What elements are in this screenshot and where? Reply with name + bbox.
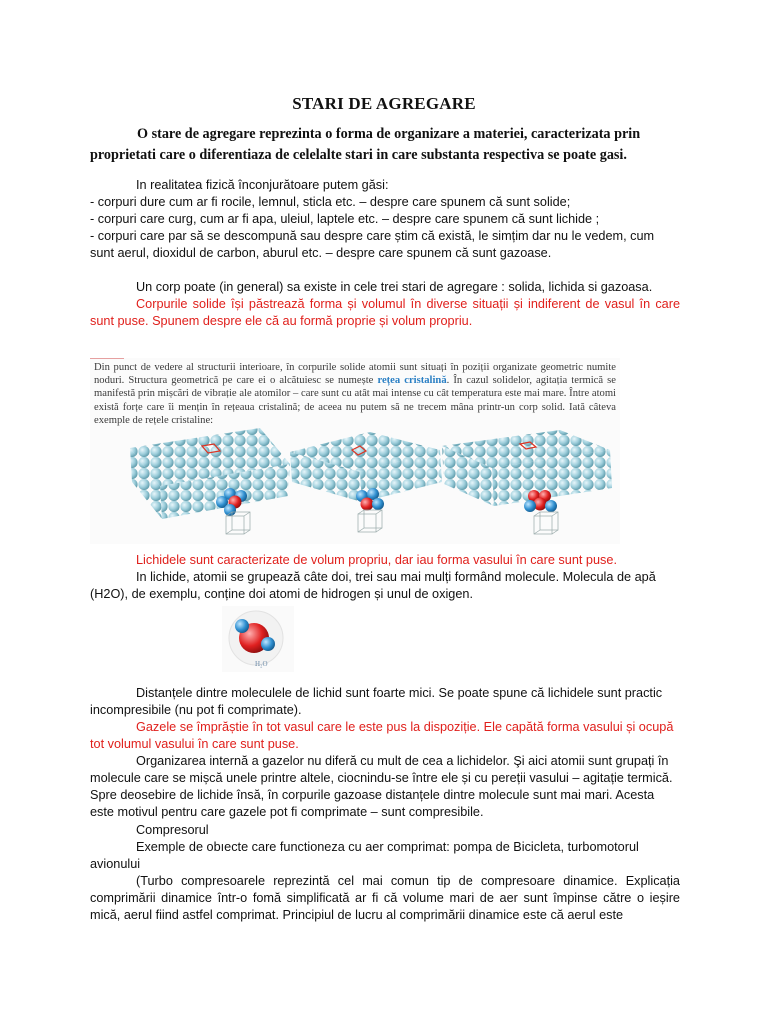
solid-paragraph — [90, 279, 680, 330]
states-paragraph — [90, 177, 680, 262]
water-molecule-image — [222, 606, 294, 672]
figure-caption-highlight: rețea cristalină — [377, 375, 447, 387]
figure-top-rule — [90, 358, 124, 359]
unit-cell-2 — [358, 510, 382, 532]
compressor-heading: Compresorul — [136, 823, 209, 837]
figure-caption — [94, 361, 616, 427]
gas-paragraph — [90, 685, 680, 821]
compressor-examples-line: Exemple de obıecte care functioneza cu aer comprimat: pompa de Bicicleta, turbomotorul avionului — [90, 840, 639, 871]
molecule-label: H₂O — [255, 660, 268, 668]
gas-organization-line: Organizarea internă a gazelor nu diferă cu mult de cea a lichidelor. Şi aici atomii sunt grupați în molecule care se mișcă unele printre altele, ciocnindu-se între ele și cu pereții vasului – agitație termică. Spre deosebire de lichide însă, în corpurile gazoase distanțele dintre molecule sunt mai mari. Acesta este motivul pentru care gazele pot fi comprimate – sunt compresibile. — [90, 754, 673, 819]
unit-cell-3 — [534, 512, 558, 534]
three-states-line: Un corp poate (in general) sa existe in cele trei stari de agregare : solida, lichida si gazoasa. — [136, 280, 653, 294]
liquid-definition-red: Lichidele sunt caracterizate de volum propriu, dar iau forma vasului în care sunt puse. — [136, 553, 617, 567]
states-intro-line: In realitatea fizică înconjurătoare putem găsi: — [136, 178, 389, 192]
document-title: STARI DE AGREGARE — [292, 94, 476, 113]
gas-definition-red: Gazele se împrăștie în tot vasul care le este pus la dispoziție. Ele capătă forma vasului și ocupă tot volumul vasului în care sunt puse. — [90, 720, 674, 751]
figure-caption-end: . În cazul solidelor, agitația termică se manifestă prin mișcări de vibrație ale atomilor – care sunt cu atât mai intense cu cât temperatura este mai mare. Între atomi există forțe care îi mențin în rețeaua cristalină; de aceea nu putem să ne trecem mâna printr-un corp solid. Iată câteva exemple de rețele cristaline: — [94, 375, 616, 426]
crystal-lattice-illustrations — [90, 424, 620, 544]
liquid-distances-line: Distanțele dintre moleculele de lichid sunt foarte mici. Se poate spune că lichidele sunt practic incompresibile (nu pot fi comprimate). — [90, 686, 663, 717]
liquid-molecules-line: In lichide, atomii se grupează câte doi, trei sau mai mulți formând molecule. Molecula de apă (H2O), de exemplu, conține doi atomi de hidrogen și unul de oxigen. — [90, 570, 656, 601]
lattice-1 — [130, 428, 290, 534]
intro-paragraph: O stare de agregare reprezinta o forma de organizare a materiei, caracterizata prin proprietati care o diferentiaza de celelalte stari in care substanta respectiva se poate gasi. — [90, 126, 641, 163]
crystal-lattice-figure — [90, 358, 620, 544]
solid-definition-red: Corpurile solide își păstrează forma și volumul în diverse situații și indiferent de vasul în care sunt puse. Spunem despre ele că au formă proprie și volum propriu. — [90, 297, 680, 328]
solid-line: - corpuri dure cum ar fi rocile, lemnul, sticla etc. – despre care spunem că sunt solide; — [90, 195, 571, 209]
turbo-compressor-line: (Turbo compresoarele reprezintă cel mai comun tip de compresoare dinamice. Explicația comprimării dinamice într-o fomă simplificată ar fi că volume mari de aer sunt împinse către o ieșire mică, aerul fiind astfel comprimat. Principiul de lucru al comprimării dinamice este că aerul este — [90, 874, 680, 922]
lattice-3 — [442, 430, 612, 534]
liquid-line: - corpuri care curg, cum ar fi apa, uleiul, laptele etc. – despre care spunem că sunt lichide ; — [90, 212, 600, 226]
liquid-paragraph — [90, 552, 680, 603]
gas-line: - corpuri care par să se descompună sau despre care știm că există, le simțim dar nu le vedem, cum sunt aerul, dioxidul de carbon, aburul etc. – despre care spunem că sunt gazoase. — [90, 229, 655, 260]
figure-caption-start: Din punct de vedere al structurii interioare, în corpurile solide atomii sunt situați în poziții organizate geometric numite noduri. Structura geometrică pe care ei o alcătuiesc se numește — [94, 362, 616, 387]
compressor-paragraph — [90, 822, 680, 924]
lattice-2 — [290, 432, 442, 532]
